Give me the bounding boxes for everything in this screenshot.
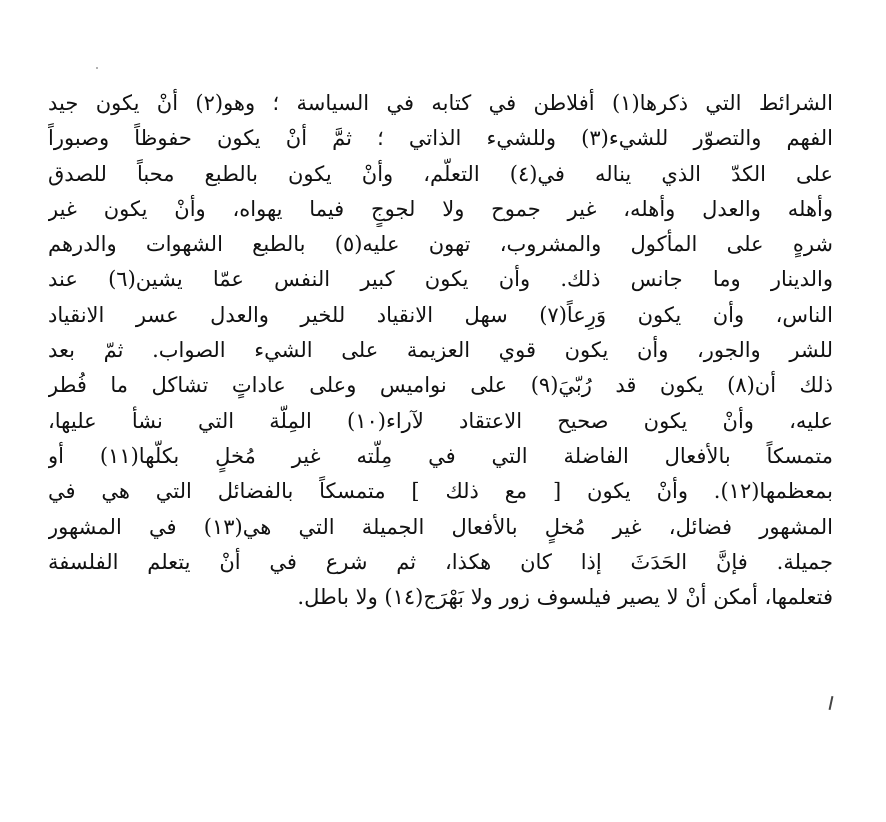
text-line-12: بمعظمها(١٢). وأنْ يكون [ مع ذلك ] متمسكاً بالفضائل التي هي في: [48, 479, 833, 504]
text-line-10: عليه، وأنْ يكون صحيح الاعتقاد لآراء(١٠) المِلّة التي نشأ عليها،: [48, 408, 833, 433]
text-line-9: ذلك أن(٨) يكون قد رُبّيَ(٩) على نواميس وعلى عاداتٍ تشاكل ما فُطر: [48, 373, 833, 398]
text-line-11: متمسكاً بالأفعال الفاضلة التي في مِلّته غير مُخلٍ بكلّها(١١) أو: [48, 443, 833, 468]
text-line-4: وأهله والعدل وأهله، غير جموح ولا لجوجٍ فيما يهواه، وأنْ يكون غير: [48, 196, 833, 221]
text-line-13: المشهور فضائل، غير مُخلٍ بالأفعال الجميلة التي هي(١٣) في المشهور: [48, 514, 833, 539]
text-line-14: جميلة. فإنَّ الحَدَثَ إذا كان هكذا، ثم شرع في أنْ يتعلم الفلسفة: [48, 549, 833, 574]
text-line-8: للشر والجور، وأن يكون قوي العزيمة على الشيء الصواب. ثمّ بعد: [48, 338, 833, 363]
paper-speck: [96, 67, 98, 69]
text-line-15: فتعلمها، أمكن أنْ لا يصير فيلسوف زور ولا بَهْرَج(١٤) ولا باطل.: [297, 585, 833, 610]
text-line-2: الفهم والتصوّر للشيء(٣) وللشيء الذاتي ؛ ثمَّ أنْ يكون حفوظاً وصبوراً: [48, 126, 833, 151]
arabic-text-block: [48, 86, 833, 615]
text-line-3: على الكدّ الذي يناله في(٤) التعلّم، وأنْ يكون بالطبع محباً للصدق: [48, 161, 833, 186]
text-line-6: والدينار وما جانس ذلك. وأن يكون كبير النفس عمّا يشين(٦) عند: [48, 267, 833, 292]
text-line-5: شرهٍ على المأكول والمشروب، تهون عليه(٥) بالطبع الشهوات والدرهم: [48, 232, 833, 257]
text-line-1: الشرائط التي ذكرها(١) أفلاطن في كتابه في السياسة ؛ وهو(٢) أنْ يكون جيد: [48, 91, 833, 115]
text-line-7: الناس، وأن يكون وَرِعاً(٧) سهل الانقياد للخير والعدل عسر الانقياد: [48, 302, 833, 327]
margin-tick-mark: [829, 696, 834, 710]
